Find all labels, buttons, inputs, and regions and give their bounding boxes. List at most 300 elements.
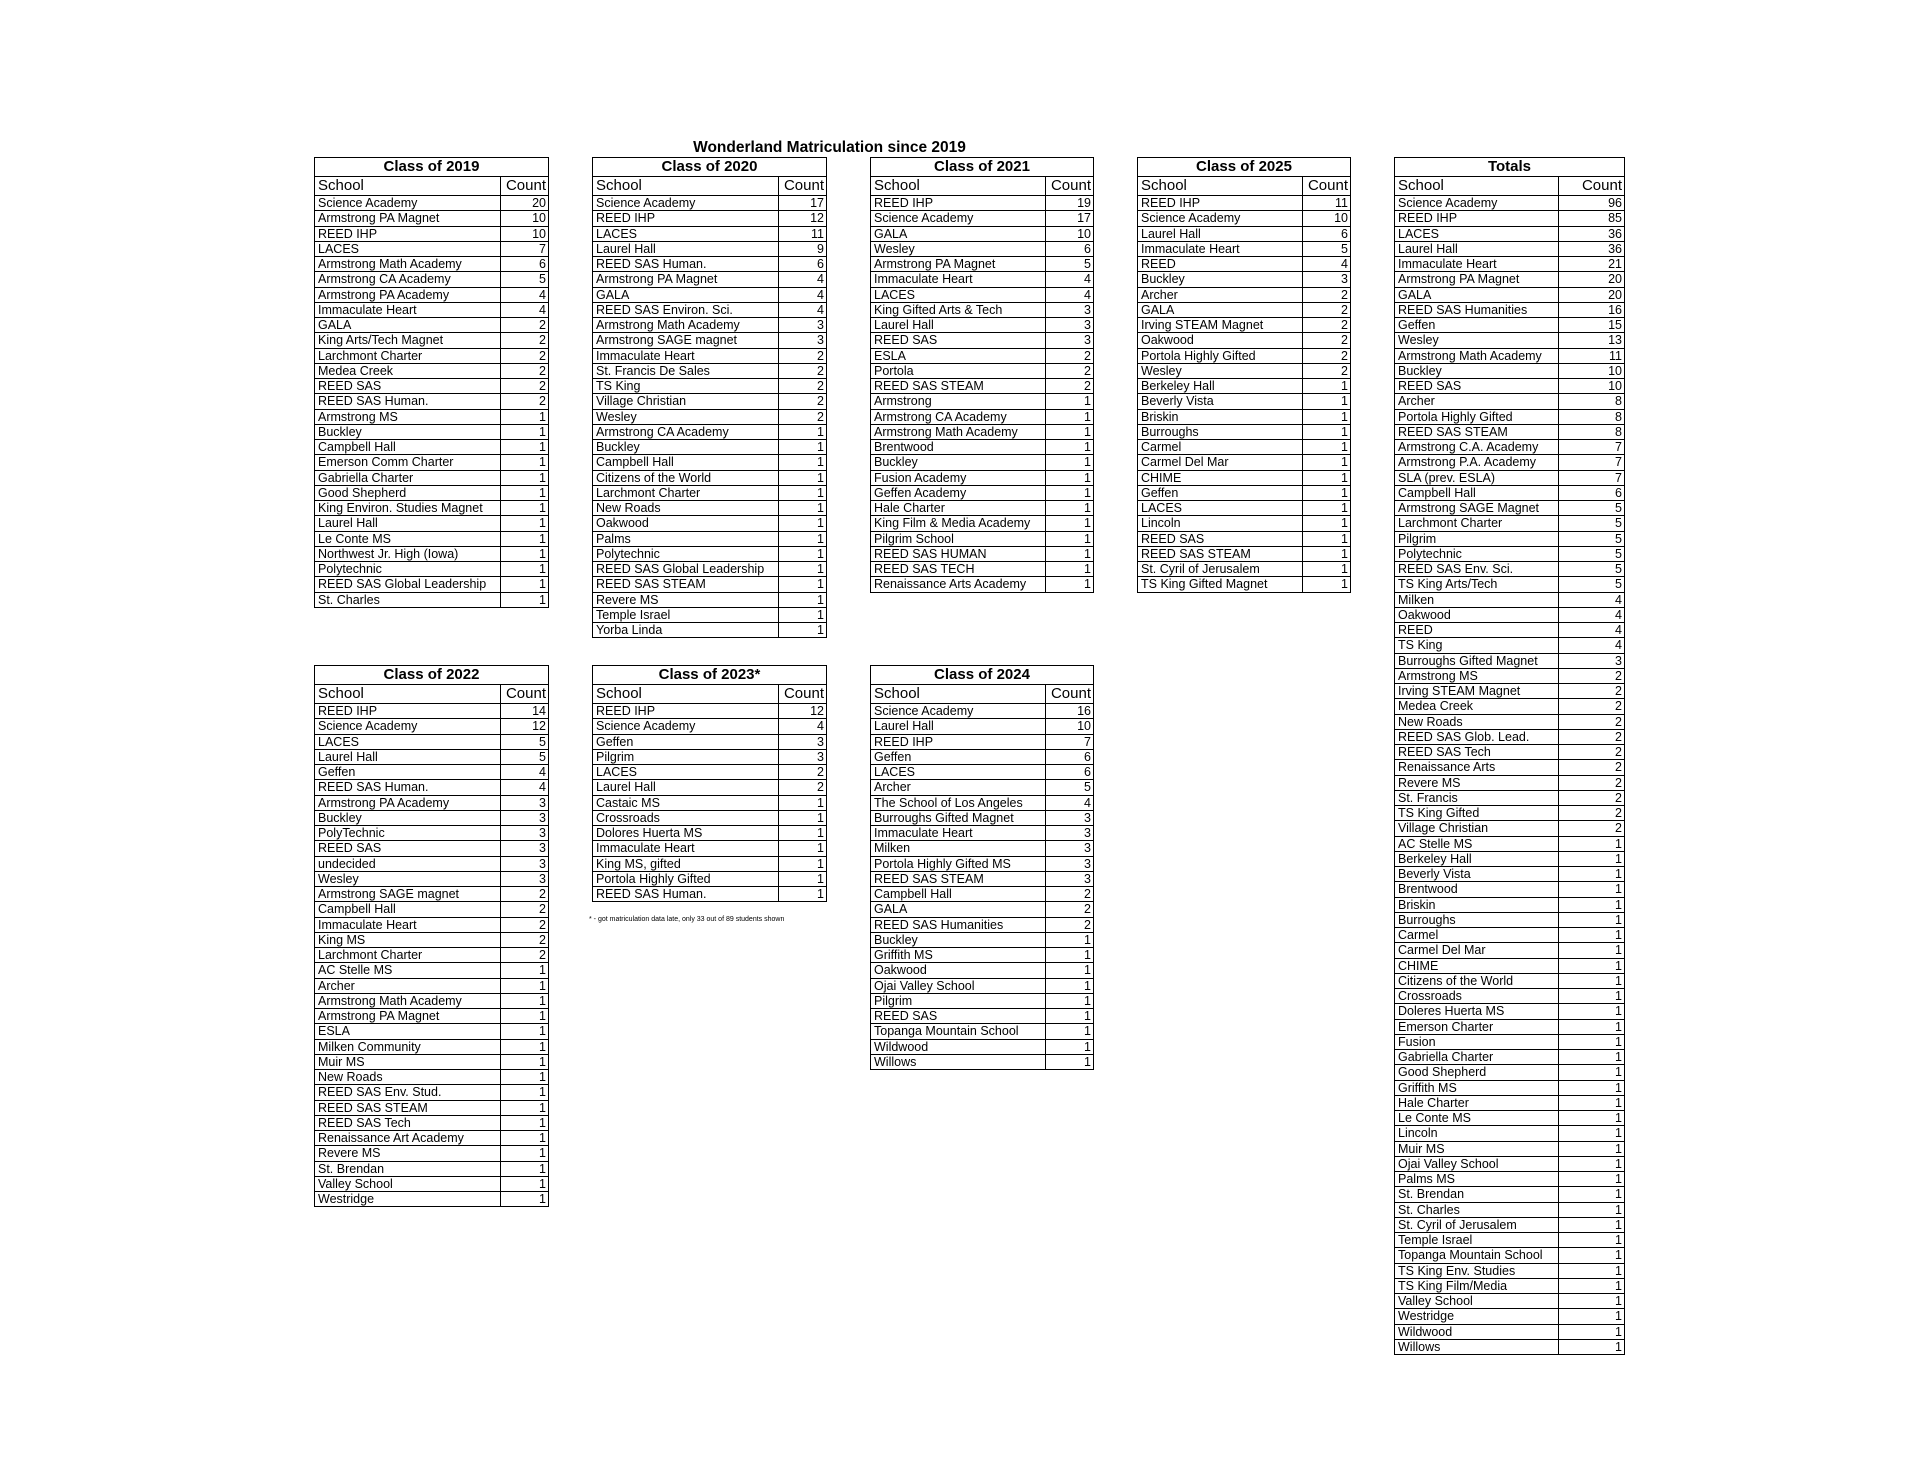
table-row xyxy=(1138,348,1351,363)
table-row xyxy=(315,455,549,470)
school-count: 2 xyxy=(1302,333,1350,348)
table-title: Class of 2023* xyxy=(658,666,761,683)
school-count: 1 xyxy=(1559,1111,1625,1126)
table-row xyxy=(1395,196,1625,211)
school-name: Wesley xyxy=(593,409,779,424)
table-row xyxy=(1395,363,1625,378)
count-header: Count xyxy=(778,177,826,196)
school-name: Laurel Hall xyxy=(315,749,501,764)
school-count: 1 xyxy=(1045,455,1093,470)
school-name: REED SAS Human. xyxy=(593,887,779,902)
school-name: undecided xyxy=(315,856,501,871)
school-name: St. Brendan xyxy=(1395,1187,1559,1202)
school-count: 1 xyxy=(500,978,548,993)
table-row xyxy=(871,856,1094,871)
table-row xyxy=(315,272,549,287)
school-name: CHIME xyxy=(1395,958,1559,973)
school-count: 1 xyxy=(1302,455,1350,470)
school-count: 2 xyxy=(1559,699,1625,714)
table-row xyxy=(1395,699,1625,714)
table-row xyxy=(593,577,827,592)
school-count: 2 xyxy=(1559,714,1625,729)
school-name: REED xyxy=(1395,623,1559,638)
table-row xyxy=(315,1176,549,1191)
class-2019-table xyxy=(314,157,549,608)
school-name: Armstrong Math Academy xyxy=(1395,348,1559,363)
school-count: 2 xyxy=(1559,775,1625,790)
school-count: 1 xyxy=(1559,1309,1625,1324)
table-row xyxy=(1395,760,1625,775)
class-2025-table xyxy=(1137,157,1351,593)
table-row xyxy=(871,932,1094,947)
school-name: Carmel Del Mar xyxy=(1395,943,1559,958)
school-name: Briskin xyxy=(1395,897,1559,912)
school-name: Carmel xyxy=(1395,928,1559,943)
school-count: 1 xyxy=(1302,424,1350,439)
table-row xyxy=(315,1131,549,1146)
school-count: 1 xyxy=(1559,1065,1625,1080)
table-row xyxy=(871,577,1094,592)
table-row xyxy=(315,780,549,795)
table-row xyxy=(1395,836,1625,851)
school-count: 1 xyxy=(778,856,826,871)
school-count: 11 xyxy=(1302,196,1350,211)
school-count: 2 xyxy=(1302,318,1350,333)
school-count: 6 xyxy=(1559,485,1625,500)
school-name: Medea Creek xyxy=(315,363,501,378)
school-count: 1 xyxy=(1045,501,1093,516)
school-name: Armstrong CA Academy xyxy=(593,424,779,439)
school-count: 5 xyxy=(500,734,548,749)
school-count: 1 xyxy=(778,592,826,607)
table-row xyxy=(1395,607,1625,622)
school-name: King Film & Media Academy xyxy=(871,516,1046,531)
school-name: Northwest Jr. High (Iowa) xyxy=(315,546,501,561)
school-name: Geffen xyxy=(1395,318,1559,333)
school-name: Portola Highly Gifted xyxy=(1138,348,1303,363)
school-count: 96 xyxy=(1559,196,1625,211)
table-row xyxy=(871,704,1094,719)
table-row xyxy=(871,302,1094,317)
school-count: 1 xyxy=(1559,867,1625,882)
table-row xyxy=(315,287,549,302)
table-row xyxy=(1395,348,1625,363)
table-row xyxy=(1395,470,1625,485)
school-name: Pilgrim School xyxy=(871,531,1046,546)
school-name: Armstrong P.A. Academy xyxy=(1395,455,1559,470)
school-name: Carmel xyxy=(1138,440,1303,455)
table-row xyxy=(593,196,827,211)
school-count: 1 xyxy=(778,871,826,886)
table-row xyxy=(315,719,549,734)
school-name: Emerson Charter xyxy=(1395,1019,1559,1034)
table-title: Class of 2020 xyxy=(661,158,758,175)
class-2021-table xyxy=(870,157,1094,593)
school-name: Gabriella Charter xyxy=(1395,1050,1559,1065)
school-count: 2 xyxy=(1302,348,1350,363)
school-count: 1 xyxy=(1559,1324,1625,1339)
table-row xyxy=(315,749,549,764)
table-row xyxy=(1395,1050,1625,1065)
school-name: Berkeley Hall xyxy=(1395,851,1559,866)
table-row xyxy=(871,318,1094,333)
school-name: King Arts/Tech Magnet xyxy=(315,333,501,348)
table-title: Class of 2025 xyxy=(1196,158,1292,175)
school-count: 3 xyxy=(1045,826,1093,841)
table-row xyxy=(1395,745,1625,760)
table-title: Class of 2019 xyxy=(383,158,480,175)
school-count: 1 xyxy=(500,485,548,500)
school-count: 11 xyxy=(778,226,826,241)
school-count: 12 xyxy=(778,211,826,226)
table-row xyxy=(871,1009,1094,1024)
table-row xyxy=(871,348,1094,363)
table-row xyxy=(1138,455,1351,470)
table-row xyxy=(1138,257,1351,272)
school-name: Immaculate Heart xyxy=(1138,241,1303,256)
school-name: Immaculate Heart xyxy=(593,841,779,856)
school-name: AC Stelle MS xyxy=(1395,836,1559,851)
school-name: Portola Highly Gifted MS xyxy=(871,856,1046,871)
table-row xyxy=(871,501,1094,516)
school-count: 3 xyxy=(1045,841,1093,856)
table-row xyxy=(593,841,827,856)
school-count: 1 xyxy=(1559,1126,1625,1141)
table-row xyxy=(593,485,827,500)
table-row xyxy=(315,1085,549,1100)
school-count: 2 xyxy=(500,887,548,902)
school-name: Wildwood xyxy=(871,1039,1046,1054)
table-row xyxy=(871,546,1094,561)
table-row xyxy=(1395,1111,1625,1126)
table-row xyxy=(871,841,1094,856)
table-row xyxy=(1138,394,1351,409)
school-name: Immaculate Heart xyxy=(871,826,1046,841)
school-name: Science Academy xyxy=(1395,196,1559,211)
school-name: King MS xyxy=(315,932,501,947)
school-count: 12 xyxy=(500,719,548,734)
school-count: 15 xyxy=(1559,318,1625,333)
school-count: 1 xyxy=(1559,1156,1625,1171)
school-name: LACES xyxy=(1138,501,1303,516)
school-name: Archer xyxy=(315,978,501,993)
school-name: New Roads xyxy=(1395,714,1559,729)
class-2020-table xyxy=(592,157,827,638)
school-count: 1 xyxy=(500,1146,548,1161)
table-row xyxy=(315,257,549,272)
school-count: 20 xyxy=(1559,272,1625,287)
table-row xyxy=(1138,501,1351,516)
table-row xyxy=(1395,562,1625,577)
school-count: 4 xyxy=(1559,623,1625,638)
school-name: LACES xyxy=(871,765,1046,780)
school-name: Village Christian xyxy=(1395,821,1559,836)
table-row xyxy=(1138,302,1351,317)
table-row xyxy=(1395,1309,1625,1324)
school-count: 7 xyxy=(1559,440,1625,455)
school-count: 2 xyxy=(1559,806,1625,821)
school-name: Armstrong C.A. Academy xyxy=(1395,440,1559,455)
school-name: REED SAS STEAM xyxy=(1395,424,1559,439)
table-row xyxy=(315,734,549,749)
table-row xyxy=(871,1054,1094,1069)
school-count: 1 xyxy=(778,795,826,810)
table-row xyxy=(1395,546,1625,561)
school-count: 1 xyxy=(778,577,826,592)
school-count: 3 xyxy=(1045,856,1093,871)
table-row xyxy=(871,272,1094,287)
school-name: Hale Charter xyxy=(871,501,1046,516)
school-count: 1 xyxy=(1045,1054,1093,1069)
school-name: Science Academy xyxy=(593,719,779,734)
school-name: REED SAS STEAM xyxy=(315,1100,501,1115)
school-count: 3 xyxy=(1045,333,1093,348)
table-row xyxy=(871,810,1094,825)
school-count: 5 xyxy=(1559,562,1625,577)
table-row xyxy=(1395,485,1625,500)
school-name: Polytechnic xyxy=(593,546,779,561)
table-row xyxy=(593,719,827,734)
school-count: 17 xyxy=(778,196,826,211)
table-row xyxy=(593,272,827,287)
count-header: Count xyxy=(1302,177,1350,196)
table-row xyxy=(593,546,827,561)
school-count: 1 xyxy=(1045,485,1093,500)
school-name: Immaculate Heart xyxy=(1395,257,1559,272)
school-count: 1 xyxy=(1045,963,1093,978)
school-count: 1 xyxy=(500,577,548,592)
school-name: Buckley xyxy=(871,455,1046,470)
table-row xyxy=(315,592,549,607)
table-row xyxy=(315,765,549,780)
school-count: 10 xyxy=(1302,211,1350,226)
school-name: REED IHP xyxy=(315,704,501,719)
table-row xyxy=(871,1039,1094,1054)
school-name: Carmel Del Mar xyxy=(1138,455,1303,470)
table-row xyxy=(593,333,827,348)
school-count: 5 xyxy=(1559,531,1625,546)
school-name: Citizens of the World xyxy=(1395,973,1559,988)
table-row xyxy=(315,963,549,978)
table-row xyxy=(1395,226,1625,241)
table-row xyxy=(871,287,1094,302)
school-header: School xyxy=(871,685,1046,704)
school-count: 2 xyxy=(1559,684,1625,699)
table-row xyxy=(1395,1004,1625,1019)
table-row xyxy=(1138,211,1351,226)
school-count: 1 xyxy=(1045,531,1093,546)
school-header: School xyxy=(871,177,1046,196)
class-2023-table xyxy=(592,665,827,902)
school-count: 1 xyxy=(1045,394,1093,409)
school-name: The School of Los Angeles xyxy=(871,795,1046,810)
school-count: 1 xyxy=(1559,912,1625,927)
school-name: Castaic MS xyxy=(593,795,779,810)
school-count: 10 xyxy=(1559,379,1625,394)
table-row xyxy=(1395,775,1625,790)
school-count: 1 xyxy=(1559,836,1625,851)
school-name: REED SAS HUMAN xyxy=(871,546,1046,561)
school-count: 1 xyxy=(778,531,826,546)
school-name: Muir MS xyxy=(1395,1141,1559,1156)
table-row xyxy=(315,856,549,871)
school-count: 14 xyxy=(500,704,548,719)
count-header: Count xyxy=(1045,177,1093,196)
table-row xyxy=(593,363,827,378)
table-row xyxy=(871,455,1094,470)
school-name: Westridge xyxy=(315,1192,501,1207)
school-count: 1 xyxy=(1559,1217,1625,1232)
school-name: Brentwood xyxy=(1395,882,1559,897)
school-name: GALA xyxy=(1138,302,1303,317)
school-count: 1 xyxy=(1045,993,1093,1008)
table-row xyxy=(593,455,827,470)
table-row xyxy=(315,501,549,516)
table-row xyxy=(1395,790,1625,805)
school-name: REED SAS Environ. Sci. xyxy=(593,302,779,317)
school-name: Larchmont Charter xyxy=(315,948,501,963)
school-name: St. Francis xyxy=(1395,790,1559,805)
school-name: SLA (prev. ESLA) xyxy=(1395,470,1559,485)
table-row xyxy=(315,704,549,719)
table-row xyxy=(1395,516,1625,531)
school-count: 4 xyxy=(1045,287,1093,302)
table-row xyxy=(593,795,827,810)
school-name: GALA xyxy=(593,287,779,302)
school-count: 12 xyxy=(778,704,826,719)
school-count: 10 xyxy=(500,211,548,226)
school-name: TS King Env. Studies xyxy=(1395,1263,1559,1278)
school-name: Armstrong PA Magnet xyxy=(871,257,1046,272)
table-row xyxy=(1395,333,1625,348)
school-name: New Roads xyxy=(315,1070,501,1085)
school-count: 36 xyxy=(1559,241,1625,256)
school-name: Armstrong CA Academy xyxy=(871,409,1046,424)
school-count: 85 xyxy=(1559,211,1625,226)
school-name: LACES xyxy=(315,241,501,256)
table-row xyxy=(1138,440,1351,455)
school-count: 2 xyxy=(500,379,548,394)
table-row xyxy=(871,795,1094,810)
count-header: Count xyxy=(778,685,826,704)
footnote: * - got matriculation data late, only 33 out of 89 students shown xyxy=(589,916,785,923)
table-row xyxy=(871,948,1094,963)
school-count: 1 xyxy=(1559,1278,1625,1293)
school-count: 1 xyxy=(500,1100,548,1115)
table-row xyxy=(1395,318,1625,333)
school-header: School xyxy=(315,685,501,704)
school-count: 1 xyxy=(778,841,826,856)
school-name: Larchmont Charter xyxy=(1395,516,1559,531)
table-row xyxy=(871,211,1094,226)
table-row xyxy=(871,226,1094,241)
school-count: 3 xyxy=(500,826,548,841)
school-count: 1 xyxy=(1559,1019,1625,1034)
school-name: Milken xyxy=(871,841,1046,856)
totals-table xyxy=(1394,157,1625,1355)
table-row xyxy=(1138,318,1351,333)
table-row xyxy=(1138,485,1351,500)
table-row xyxy=(593,623,827,638)
table-row xyxy=(871,562,1094,577)
school-name: Armstrong MS xyxy=(315,409,501,424)
school-count: 1 xyxy=(1559,1233,1625,1248)
school-count: 1 xyxy=(1045,1039,1093,1054)
school-count: 1 xyxy=(1559,1050,1625,1065)
school-count: 1 xyxy=(1559,897,1625,912)
school-name: REED SAS xyxy=(871,1009,1046,1024)
table-row xyxy=(871,871,1094,886)
school-count: 2 xyxy=(1045,348,1093,363)
school-name: GALA xyxy=(315,318,501,333)
school-name: Westridge xyxy=(1395,1309,1559,1324)
school-name: Lincoln xyxy=(1138,516,1303,531)
school-name: Armstrong Math Academy xyxy=(315,993,501,1008)
school-name: TS King Gifted xyxy=(1395,806,1559,821)
school-name: Good Shepherd xyxy=(315,485,501,500)
school-name: Portola xyxy=(871,363,1046,378)
table-row xyxy=(1138,409,1351,424)
school-count: 6 xyxy=(1045,749,1093,764)
school-name: Burroughs Gifted Magnet xyxy=(871,810,1046,825)
school-count: 8 xyxy=(1559,409,1625,424)
table-row xyxy=(315,577,549,592)
school-name: Science Academy xyxy=(1138,211,1303,226)
school-name: LACES xyxy=(871,287,1046,302)
school-count: 20 xyxy=(1559,287,1625,302)
school-count: 8 xyxy=(1559,424,1625,439)
school-count: 5 xyxy=(1559,577,1625,592)
school-name: REED SAS Humanities xyxy=(871,917,1046,932)
table-row xyxy=(1395,1187,1625,1202)
school-count: 2 xyxy=(1559,760,1625,775)
table-row xyxy=(593,562,827,577)
school-name: Gabriella Charter xyxy=(315,470,501,485)
table-row xyxy=(1138,272,1351,287)
school-count: 2 xyxy=(1559,790,1625,805)
table-row xyxy=(315,1115,549,1130)
table-row xyxy=(315,871,549,886)
school-count: 2 xyxy=(1559,668,1625,683)
school-name: King Gifted Arts & Tech xyxy=(871,302,1046,317)
table-row xyxy=(315,902,549,917)
school-count: 1 xyxy=(1302,379,1350,394)
school-count: 3 xyxy=(778,318,826,333)
table-row xyxy=(315,470,549,485)
table-row xyxy=(1395,592,1625,607)
table-row xyxy=(871,485,1094,500)
school-name: Armstrong Math Academy xyxy=(593,318,779,333)
table-row xyxy=(315,424,549,439)
class-2022-table xyxy=(314,665,549,1207)
school-name: Willows xyxy=(1395,1339,1559,1354)
school-count: 1 xyxy=(1045,978,1093,993)
school-name: Immaculate Heart xyxy=(315,917,501,932)
school-name: Hale Charter xyxy=(1395,1095,1559,1110)
school-name: TS King xyxy=(593,379,779,394)
table-row xyxy=(1138,196,1351,211)
table-row xyxy=(593,318,827,333)
school-count: 1 xyxy=(500,440,548,455)
table-row xyxy=(1395,1233,1625,1248)
table-row xyxy=(315,226,549,241)
school-name: Portola Highly Gifted xyxy=(1395,409,1559,424)
table-row xyxy=(1395,1156,1625,1171)
table-row xyxy=(315,978,549,993)
school-count: 1 xyxy=(778,501,826,516)
school-name: Science Academy xyxy=(871,211,1046,226)
table-row xyxy=(315,318,549,333)
